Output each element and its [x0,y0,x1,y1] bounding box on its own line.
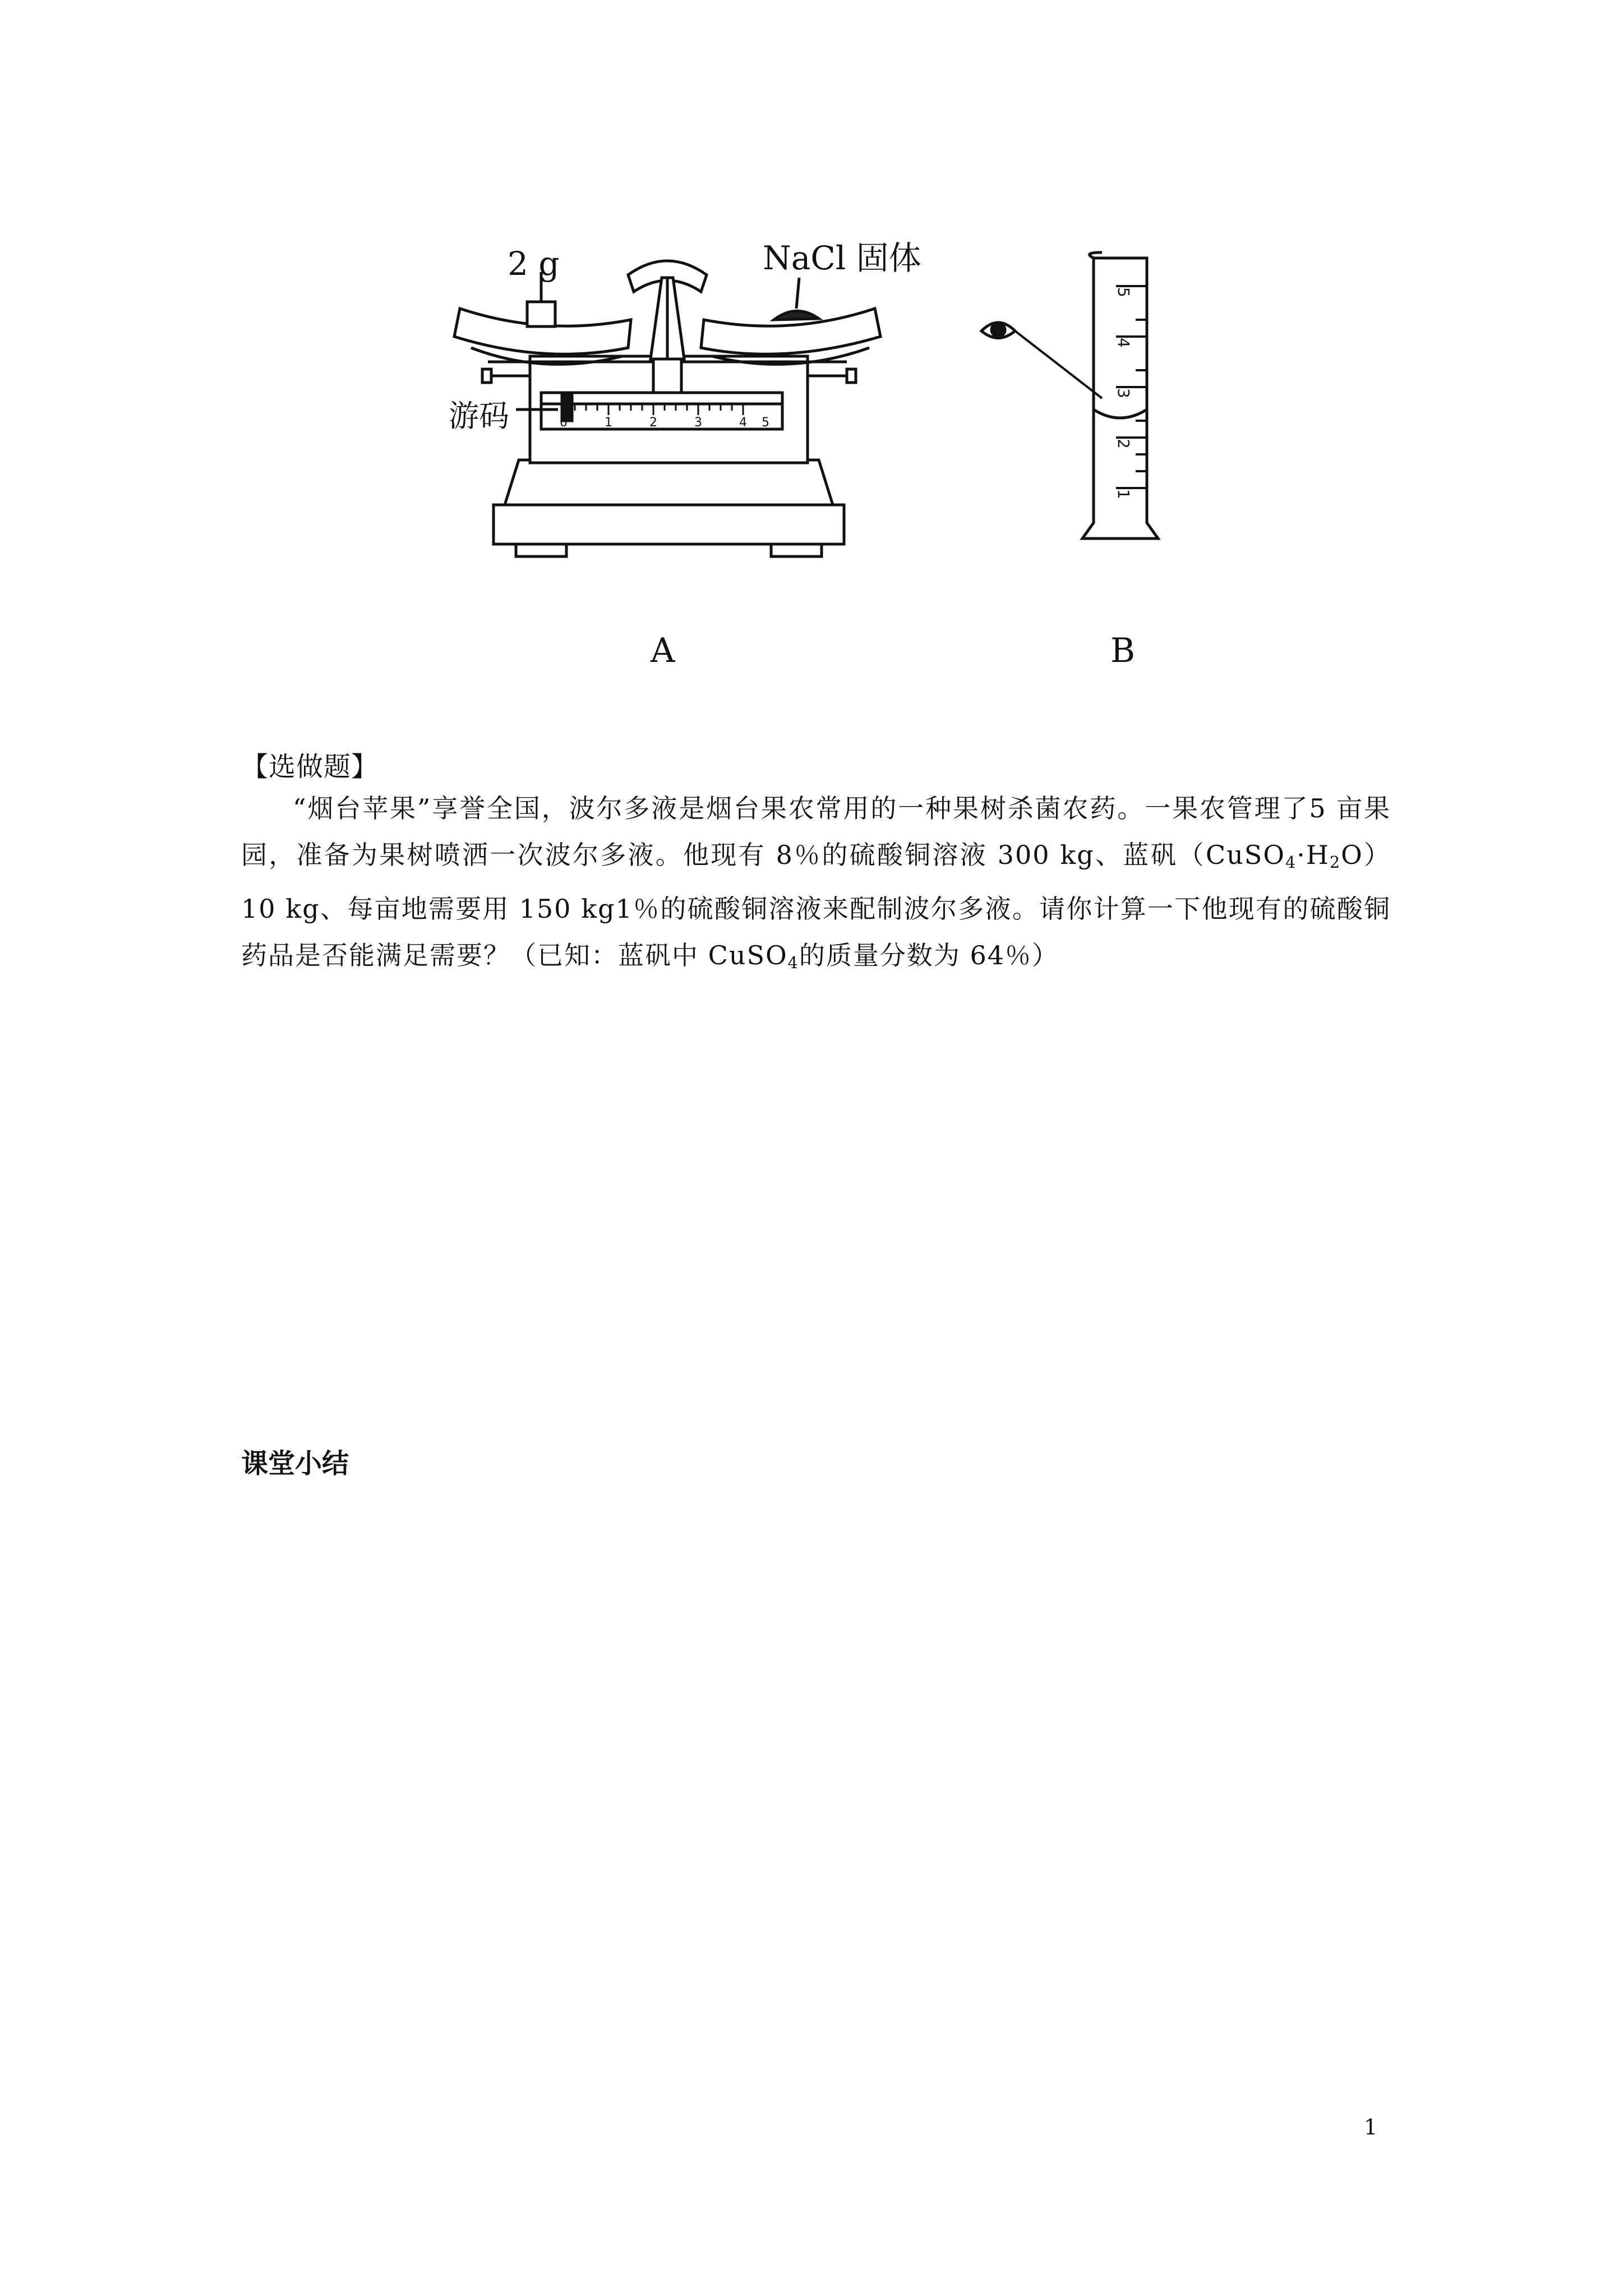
cylinder-tick-2: 2 [1114,439,1133,449]
scale-tick-3: 3 [694,416,702,430]
cylinder-tick-1: 1 [1114,489,1133,499]
problem-part-2: ·H [1297,840,1330,870]
figure-label-b: B [1110,631,1136,670]
summary-title: 课堂小结 [241,1448,349,1479]
problem-part-4: 的质量分数为 64％） [799,940,1059,971]
cylinder-tick-5: 5 [1114,287,1133,297]
scale-tick-2: 2 [649,416,657,430]
balance-base [505,460,833,505]
figure-label-a: A [651,631,675,670]
sight-line [1015,331,1102,398]
weight [527,302,555,326]
balance-foot-left [516,544,566,556]
scale-tick-1: 1 [605,416,612,430]
salt-label: NaCl 固体 [763,239,921,277]
scale-tick-5: 5 [762,416,769,430]
subscript-1: 4 [1285,853,1297,872]
rider-label: 游码 [449,398,509,434]
cylinder-tick-3: 3 [1114,388,1133,398]
page-number: 1 [1364,2115,1378,2139]
experiment-figure [437,236,1234,696]
scale-tick-4: 4 [739,416,747,430]
problem-part-1: “烟台苹果”享誉全国，波尔多液是烟台果农常用的一种果树杀菌农药。一果农管理了5 亩果园，准备为果树喷洒一次波尔多液。他现有 8％的硫酸铜溶液 300 kg、蓝矾（CuSO [241,793,1391,870]
figure-drawing [437,236,1234,696]
salt-pile [774,311,819,320]
weight-label: 2 g [508,245,560,283]
cylinder-tick-4: 4 [1114,338,1133,348]
problem-paragraph [241,785,1391,986]
balance-foot-right [771,544,822,556]
balance-foot [494,505,844,544]
problem-text [241,785,1391,986]
scale-tick-0: 0 [560,416,568,430]
problem-part-3: O）10 kg、每亩地需要用 150 kg1％的硫酸铜溶液来配制波尔多液。请你计算一下他现有的硫酸铜药品是否能满足需要？（已知：蓝矾中 CuSO [241,840,1391,971]
subscript-2: 2 [1329,853,1341,872]
section-title: 【选做题】 [241,751,379,783]
subscript-3: 4 [787,954,799,973]
